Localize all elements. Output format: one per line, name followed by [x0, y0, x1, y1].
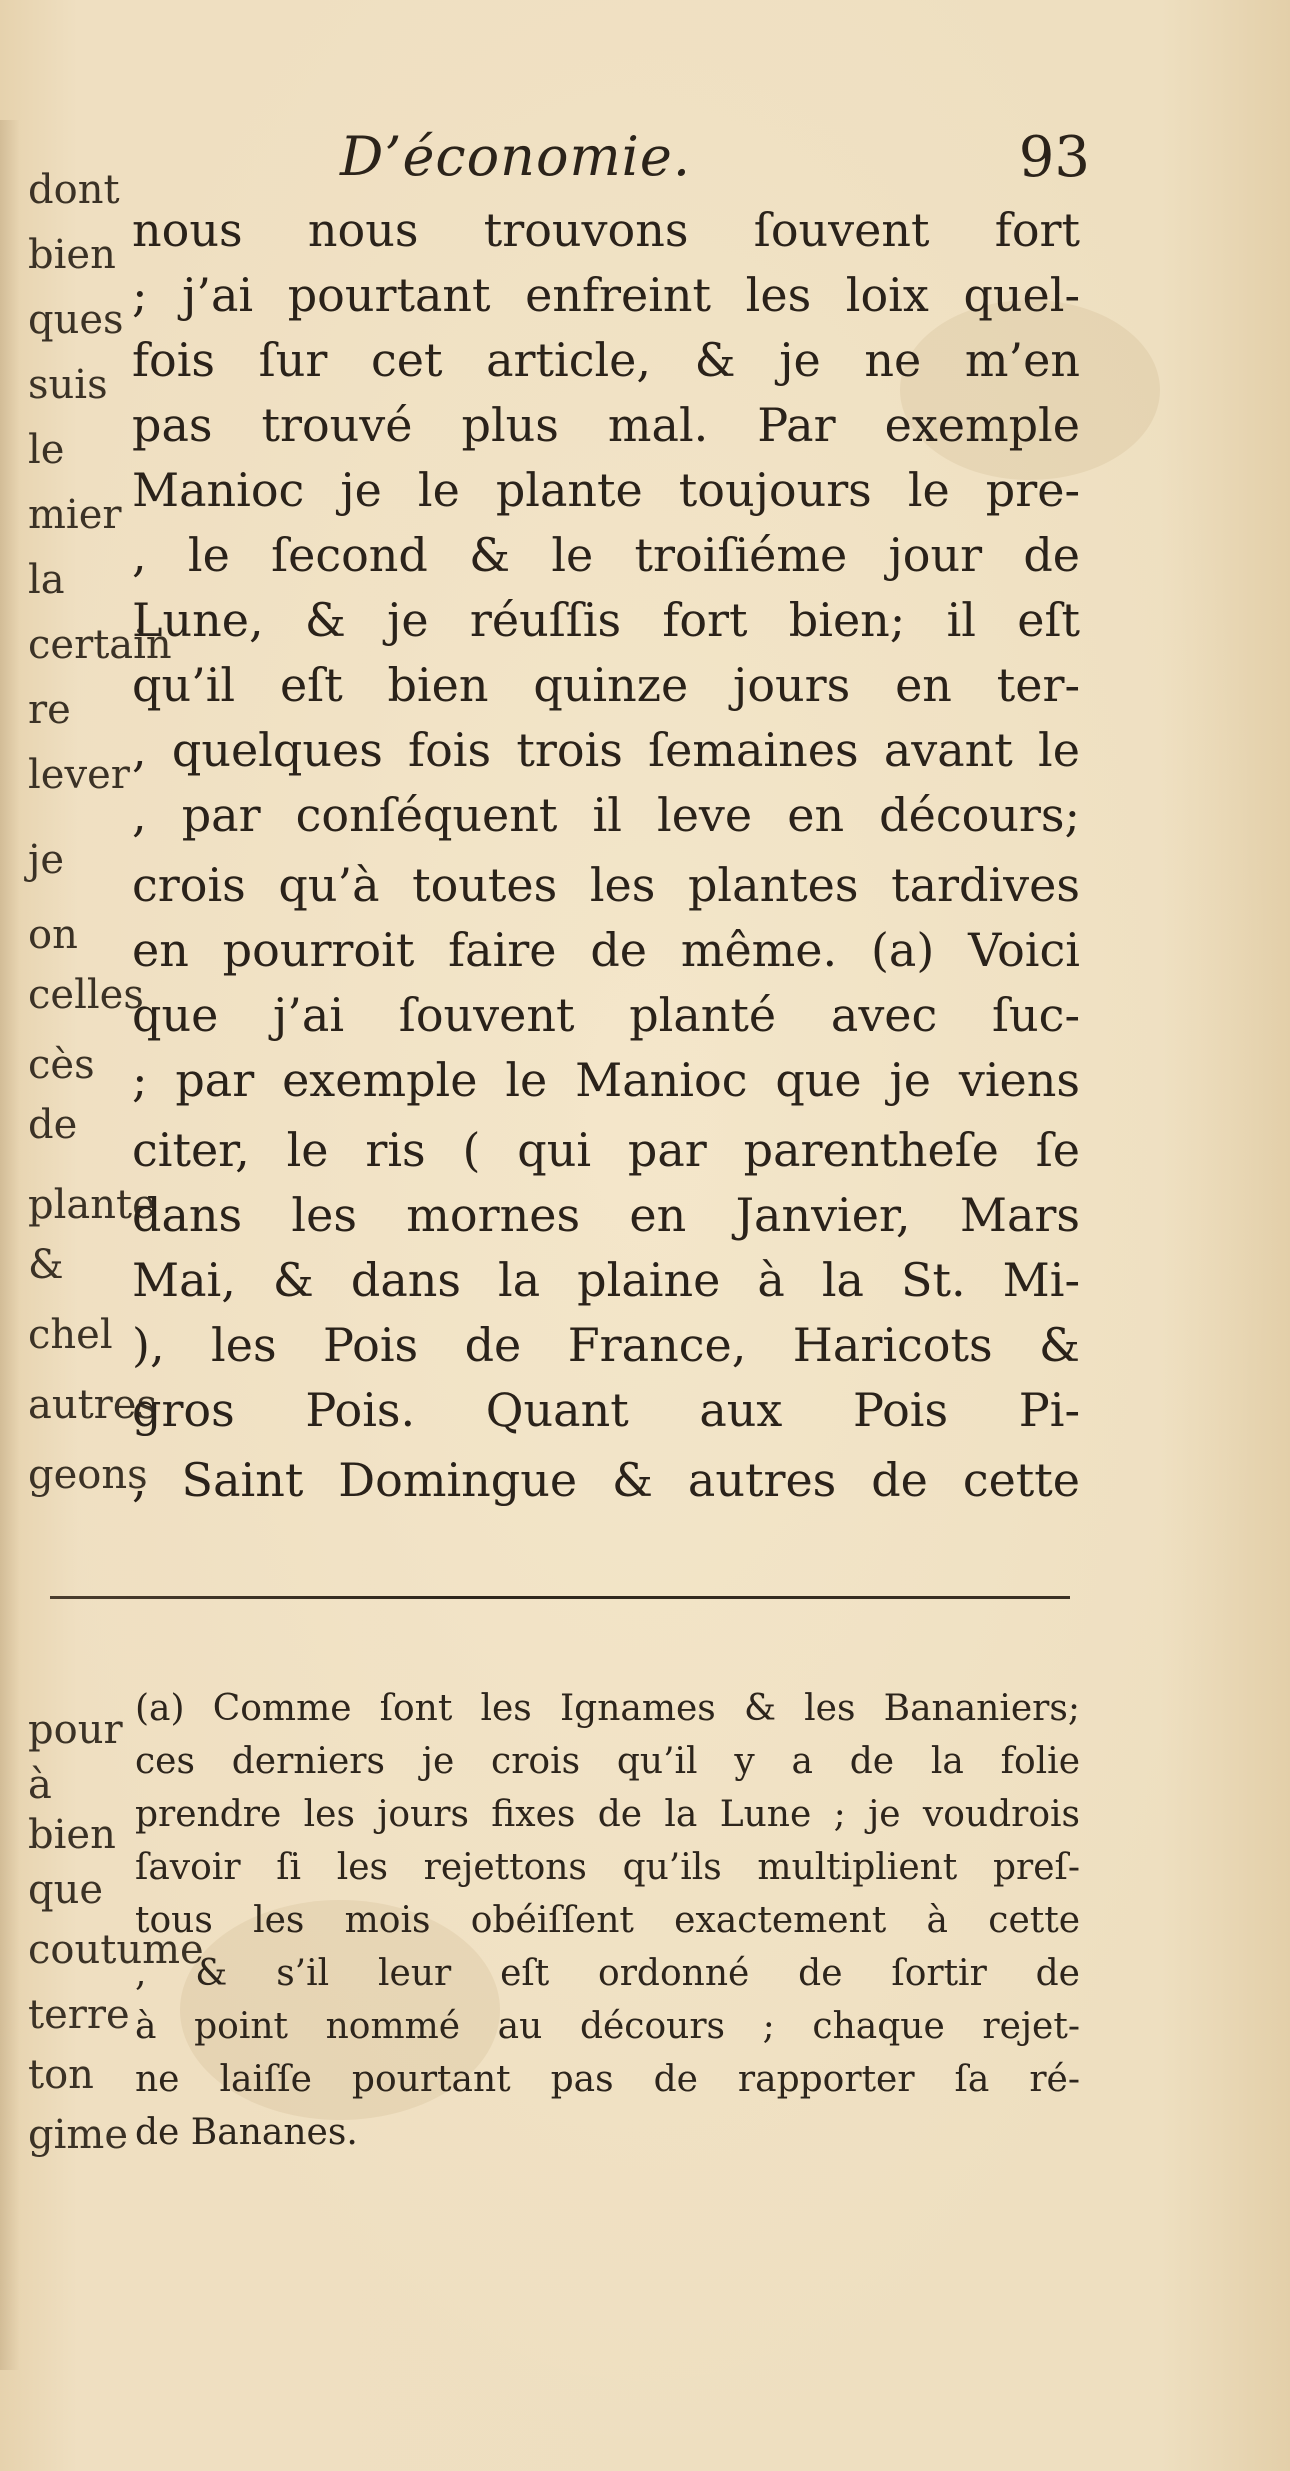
page-number: 93: [1018, 125, 1090, 190]
body-line: en pourroit faire de même. (a) Voici: [132, 923, 1080, 977]
margin-fragment: de: [28, 1102, 78, 1148]
footnote-margin-fragment: à: [28, 1762, 52, 1808]
body-line: Manioc je le plante toujours le pre-: [132, 463, 1080, 517]
margin-fragment: chel: [28, 1312, 113, 1358]
margin-fragment: bien: [28, 232, 116, 278]
body-line: nous nous trouvons ſouvent fort: [132, 203, 1080, 257]
page-header: [340, 125, 1090, 205]
margin-fragment: je: [28, 837, 65, 883]
footnote-line: de Bananes.: [135, 2112, 358, 2153]
body-line: que j’ai ſouvent planté avec ſuc-: [132, 988, 1080, 1042]
footnote-margin-fragment: gime: [28, 2112, 128, 2158]
margin-fragment: cès: [28, 1042, 95, 1088]
body-line: , le ſecond & le troiſiéme jour de: [132, 528, 1080, 582]
body-line: pas trouvé plus mal. Par exemple: [132, 398, 1080, 452]
footnote-separator-rule: [50, 1596, 1070, 1599]
page-gutter-shadow: [0, 120, 20, 2370]
margin-fragment: plante: [28, 1182, 156, 1228]
footnote-line: tous les mois obéiſſent exactement à cette: [135, 1900, 1080, 1941]
body-line: , par conſéquent il leve en décours;: [132, 788, 1080, 842]
footnote-margin-fragment: terre: [28, 1992, 130, 2038]
footnote-line: (a) Comme ſont les Ignames & les Bananiers;: [135, 1688, 1080, 1729]
body-line: fois ſur cet article, & je ne m’en: [132, 333, 1080, 387]
footnote-line: ſavoir ſi les rejettons qu’ils multiplient preſ-: [135, 1847, 1080, 1888]
margin-fragment: dont: [28, 167, 120, 213]
footnote-margin-fragment: que: [28, 1867, 104, 1913]
margin-fragment: certain: [28, 622, 172, 668]
margin-fragment: suis: [28, 362, 108, 408]
margin-fragment: celles: [28, 972, 144, 1018]
body-line: crois qu’à toutes les plantes tardives: [132, 858, 1080, 912]
footnote-margin-fragment: bien: [28, 1812, 116, 1858]
footnote-margin-fragment: coutume: [28, 1927, 204, 1973]
footnote-line: prendre les jours fixes de la Lune ; je voudrois: [135, 1794, 1080, 1835]
body-line: ; par exemple le Manioc que je viens: [132, 1053, 1080, 1107]
body-line: citer, le ris ( qui par parentheſe ſe: [132, 1123, 1080, 1177]
body-line: dans les mornes en Janvier, Mars: [132, 1188, 1080, 1242]
footnote-margin-fragment: pour: [28, 1707, 123, 1753]
body-line: Mai, & dans la plaine à la St. Mi-: [132, 1253, 1080, 1307]
margin-fragment: la: [28, 557, 65, 603]
margin-fragment: autres: [28, 1382, 158, 1428]
margin-fragment: ques: [28, 297, 124, 343]
margin-fragment: &: [28, 1242, 64, 1288]
margin-fragment: re: [28, 687, 71, 733]
margin-fragment: on: [28, 912, 78, 958]
margin-fragment: lever: [28, 752, 130, 798]
margin-fragment: le: [28, 427, 65, 473]
body-line: ), les Pois de France, Haricots &: [132, 1318, 1080, 1372]
body-line: , Saint Domingue & autres de cette: [132, 1453, 1080, 1507]
footnote-margin-fragment: ton: [28, 2052, 94, 2098]
footnote-line: à point nommé au décours ; chaque rejet-: [135, 2006, 1080, 2047]
body-line: ; j’ai pourtant enfreint les loix quel-: [132, 268, 1080, 322]
footnote-line: , & s’il leur eſt ordonné de ſortir de: [135, 1953, 1080, 1994]
margin-fragment: mier: [28, 492, 122, 538]
body-line: gros Pois. Quant aux Pois Pi-: [132, 1383, 1080, 1437]
running-head: D’économie.: [340, 125, 692, 188]
body-line: qu’il eſt bien quinze jours en ter-: [132, 658, 1080, 712]
margin-fragment: geons: [28, 1452, 148, 1498]
body-line: Lune, & je réuſſis fort bien; il eſt: [132, 593, 1080, 647]
footnote-line: ne laiſſe pourtant pas de rapporter ſa ré-: [135, 2059, 1080, 2100]
footnote-line: ces derniers je crois qu’il y a de la folie: [135, 1741, 1080, 1782]
body-line: , quelques fois trois ſemaines avant le: [132, 723, 1080, 777]
